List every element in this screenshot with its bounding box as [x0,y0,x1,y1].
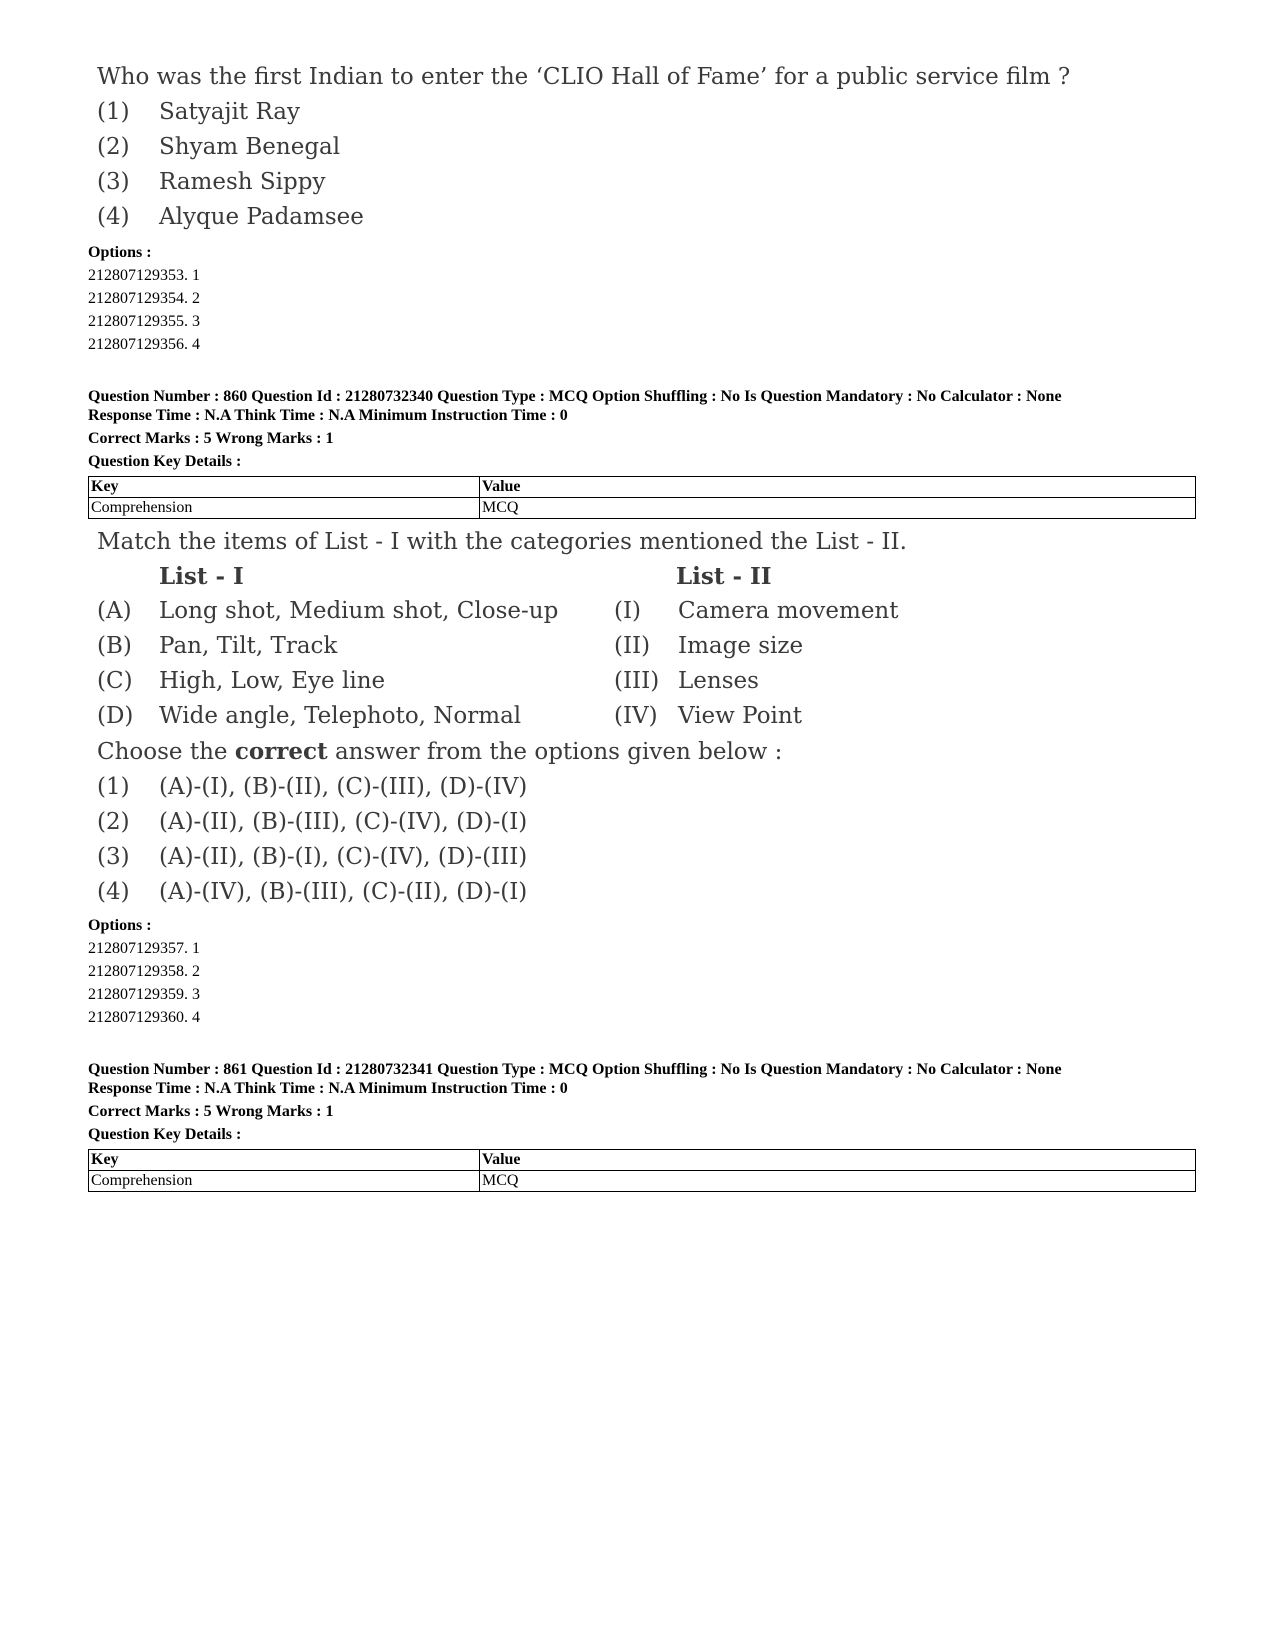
option-id: 212807129360. 4 [88,1009,200,1026]
key-details-table [88,1149,1196,1192]
list-i-header: List - I [159,563,244,590]
choice-text: Ramesh Sippy [159,169,326,195]
table-cell-key: Comprehension [89,1171,480,1192]
options-label: Options : [88,917,152,934]
key-details-label: Question Key Details : [88,453,242,470]
question-marks: Correct Marks : 5 Wrong Marks : 1 [88,1103,334,1120]
list-ii-item: Camera movement [678,598,899,624]
list-ii-item: View Point [678,703,802,729]
answer-choice [97,809,527,835]
table-cell-key: Comprehension [89,498,480,519]
list-ii-numeral: (I) [614,598,642,624]
choice-text: (A)-(I), (B)-(II), (C)-(III), (D)-(IV) [159,774,528,800]
question-meta: Question Number : 861 Question Id : 21280732341 Question Type : MCQ Option Shuffling : No Is Question Mandatory : No Calculator : None [88,1061,1062,1078]
instruction-pre: Choose the [97,739,235,765]
option-id: 212807129358. 2 [88,963,200,980]
answer-choice [97,99,300,125]
option-id: 212807129356. 4 [88,336,200,353]
choice-number: (3) [97,169,130,195]
match-row [97,633,803,659]
list-i-item: High, Low, Eye line [159,668,386,694]
choice-number: (2) [97,134,130,160]
match-row [97,668,759,694]
instruction-bold: correct [234,738,328,765]
list-ii-item: Image size [678,633,804,659]
choice-text: Shyam Benegal [159,134,341,160]
answer-choice [97,134,340,160]
list-ii-numeral: (III) [614,668,660,694]
question-stem: Match the items of List - I with the categories mentioned the List - II. [97,529,907,555]
key-details-table [88,476,1196,519]
choice-text: (A)-(IV), (B)-(III), (C)-(II), (D)-(I) [159,879,528,905]
question-meta-timing: Response Time : N.A Think Time : N.A Minimum Instruction Time : 0 [88,1080,568,1097]
table-header-key: Key [89,1150,480,1171]
table-header-key: Key [89,477,480,498]
choice-number: (1) [97,99,130,125]
answer-choice [97,844,527,870]
options-label: Options : [88,244,152,261]
choice-number: (3) [97,844,130,870]
choice-number: (4) [97,879,130,905]
match-row [97,598,899,624]
list-i-letter: (C) [97,668,133,694]
choice-number: (4) [97,204,130,230]
option-id: 212807129353. 1 [88,267,200,284]
list-i-item: Pan, Tilt, Track [159,633,338,659]
list-i-letter: (B) [97,633,132,659]
table-cell-value: MCQ [480,498,1196,519]
list-ii-item: Lenses [678,668,759,694]
answer-choice [97,879,527,905]
answer-choice [97,204,364,230]
choice-text: Satyajit Ray [159,99,301,125]
question-meta-timing: Response Time : N.A Think Time : N.A Minimum Instruction Time : 0 [88,407,568,424]
match-row [97,703,802,729]
table-cell-value: MCQ [480,1171,1196,1192]
choice-text: (A)-(II), (B)-(III), (C)-(IV), (D)-(I) [159,809,528,835]
instruction-text [97,738,782,765]
list-ii-numeral: (II) [614,633,651,659]
list-i-item: Long shot, Medium shot, Close-up [159,598,559,624]
instruction-post: answer from the options given below : [327,739,783,765]
table-header-value: Value [480,477,1196,498]
list-i-letter: (A) [97,598,132,624]
list-ii-numeral: (IV) [614,703,658,729]
choice-number: (2) [97,809,130,835]
option-id: 212807129357. 1 [88,940,200,957]
list-i-letter: (D) [97,703,134,729]
option-id: 212807129355. 3 [88,313,200,330]
list-i-item: Wide angle, Telephoto, Normal [159,703,522,729]
choice-text: (A)-(II), (B)-(I), (C)-(IV), (D)-(III) [159,844,528,870]
option-id: 212807129354. 2 [88,290,200,307]
option-id: 212807129359. 3 [88,986,200,1003]
question-meta: Question Number : 860 Question Id : 21280732340 Question Type : MCQ Option Shuffling : No Is Question Mandatory : No Calculator : None [88,388,1062,405]
question-stem: Who was the first Indian to enter the ‘CLIO Hall of Fame’ for a public service film ? [97,64,1071,90]
answer-choice [97,169,325,195]
choice-text: Alyque Padamsee [159,204,364,230]
question-marks: Correct Marks : 5 Wrong Marks : 1 [88,430,334,447]
table-header-value: Value [480,1150,1196,1171]
answer-choice [97,774,527,800]
choice-number: (1) [97,774,130,800]
list-ii-header: List - II [676,563,772,590]
key-details-label: Question Key Details : [88,1126,242,1143]
